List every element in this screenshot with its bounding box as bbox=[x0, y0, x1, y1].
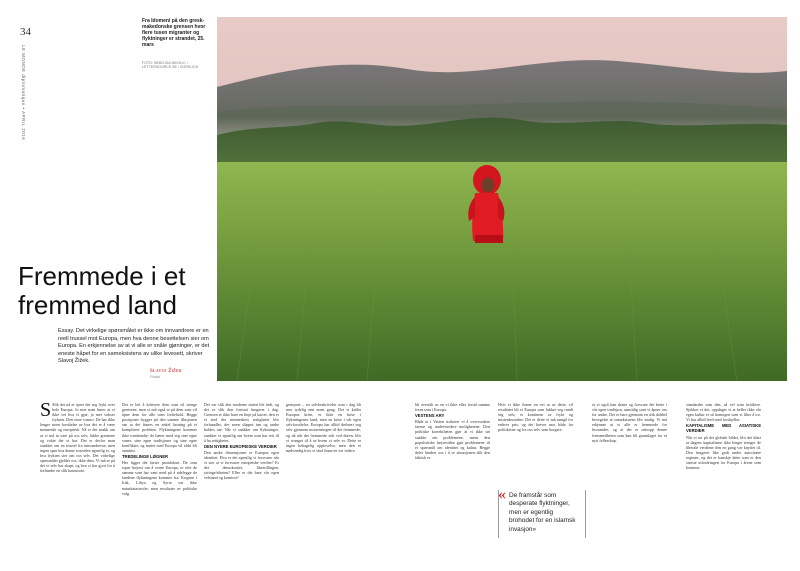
body-text: bli overtalt av en vi ikke eller forstå samme form som i Europa. bbox=[415, 402, 490, 413]
body-column-6 bbox=[498, 402, 573, 486]
page-number: 34 bbox=[20, 26, 31, 38]
body-text: Det er lett å kritisere dem som vil stenge grensene, men vi må også se på dem som vil åpne dem for alle uten forbehold. Begge posisjoner bygger på den samme illusjonen om at det finnes en enkel løsning på et komplisert problem. Flyktningene kommer ikke tomhendte; de bærer med seg sine egne vaner, sine egne tradisjoner og sine egne konflikter, og møtet med Europa vil aldri bli sømløst. bbox=[122, 402, 197, 453]
body-column-3 bbox=[204, 402, 279, 562]
section-subhead: DEN NYERE EUROPEISKE VERDIER bbox=[204, 443, 277, 449]
author-role: Filosof bbox=[150, 375, 161, 379]
body-text: Slik det nå er sprer det seg frykt over hele Europa. Jo mer man hører at vi ikke vet hva vi gjør, jo mer vokser frykten. Den store vantro: De har ikke lenger noen forståelse av hva det er å være menneske og europeisk. Nå er det snakk om at vi må ta vare på oss selv, lukke grensene og vokte det vi har. Det er derfor man snakker om en trussel fra innvandrerne, men ingen spør hva denne trusselen egentlig er, og hva frykten sier om oss selv. Det virkelige spørsmålet gjelder oss, ikke dem. Vi må se på det vi selv har skapt, og hva vi har gjort for å forhindre en slik katastrofe. bbox=[40, 402, 115, 474]
drop-cap: S bbox=[40, 402, 52, 421]
section-subhead: KAPITALISME MED ASIATISKE VERDIER bbox=[686, 423, 761, 434]
body-text: gensynte – en selvbeskrivelse som i dag bli mer tydelig enn noen gang. Det vi kaller Europas krise, er ikke en krise i flyktningenes land, men en krise i vår egen selvforståelse. Europa har alltid definert seg selv gjennom motsetningen til det fremmede, og nå når det fremmede står ved døren, blir vi tvunget til å se hvem vi selv er. Dette er ingen behagelig opplevelse, men den er nødvendig hvis vi skal finne en vei videre. bbox=[286, 402, 361, 453]
article-title: Fremmede i et fremmed land bbox=[18, 261, 186, 320]
child-figure bbox=[468, 165, 504, 243]
photo-credit: FOTO: NEBOJSA NIKOLIC / LETTERSOURCE.SE / SORELICH bbox=[142, 61, 199, 70]
body-column-1 bbox=[40, 402, 115, 562]
body-column-8 bbox=[686, 402, 761, 562]
hero-photo bbox=[217, 17, 787, 381]
body-text: Når vi ser på det globale bildet, blir det klart at dagens kapitalisme ikke lenger trenger de liberale verdiene den en gang var knyttet til. Den fungerer like godt under autoritære regimer, og det er kanskje dette som er den største utfordringen for Europa i årene som kommer. bbox=[686, 434, 761, 471]
side-label: LE MONDE diplomatique • APRIL 2016 bbox=[21, 45, 26, 141]
section-subhead: TREDELINGE LØGNER bbox=[122, 453, 169, 459]
body-column-2 bbox=[122, 402, 197, 562]
body-text: Det var slik den moderne staten ble født, og det er slik den fortsatt fungerer i dag. Grensen er ikke bare en linje på kartet; den er et sted der menneskers rettigheter blir forhandlet, der noen slippes inn og andre holdes ute. Når vi snakker om flyktninger, snakker vi egentlig om hvem som har rett til å ha rettigheter. bbox=[204, 402, 279, 443]
body-text: standarder som den, så vel som kritikere. Sjekker vi det, oppdager vi at heller ikke vår egen kultur er så homogen som vi liker å tro. Vi har alltid levd med forskjeller. bbox=[686, 402, 761, 423]
body-column-4 bbox=[286, 402, 361, 562]
body-column-7 bbox=[592, 402, 667, 562]
photo-caption: Fra Idomeni på den gresk-makedonske grensen hvor flere tusen migranter og flyktninger er strandet, 25. mars bbox=[142, 18, 206, 48]
quote-mark-icon: « bbox=[498, 486, 506, 503]
body-text: Her ligger det første paradokset. De som roper høyest om å verne Europa, er ofte de samme som har vært med på å ødelegge de landene flyktningene kommer fra. Krigene i Irak, Libya og Syria var ikke naturkatastrofer, men resultater av politiske valg. bbox=[122, 460, 197, 496]
author-name: Slavoj Žižek bbox=[150, 369, 182, 374]
pull-quote bbox=[498, 486, 586, 538]
body-text: Både at i Vesten risikerer vi å overvurdere farene og undervurdere mulighetene. Den politiske korrektheten gjør at vi ikke tør snakke om problemene, mens den populistiske høyresiden gjør problemene til et spørsmål om identitet og kultur. Begge deler hindrer oss i å se situasjonen slik den faktisk er. bbox=[415, 419, 490, 460]
body-text: Den andre dimensjonen er Europas egen identitet. Hva er det egentlig vi forsvarer når vi sier at vi forsvarer europeiske verdier? Er det demokratiet, likestillingen, ytringsfriheten? Eller er det bare vår egen velstand og komfort? bbox=[204, 449, 279, 481]
pull-quote-text: De framstår som desperate flyktninger, men er egentlig brohodet for en islamsk invasjon» bbox=[509, 492, 576, 533]
article-lead: Essay. Det virkelige spørsmålet er ikke om innvandrere er en reell trussel mot Europa, men hva denne besettelsen sier om Europa. En erkjennelse av at vi alle er snåle gjøninger, er det eneste håpet for en sameksistens av ulike levesett, skriver Slavoj Žižek. bbox=[58, 328, 210, 365]
body-text: Hvis vi ikke finner en vei ut av dette, vil resultatet bli et Europa som lukker seg rundt seg selv, et kontinent av frykt og mistenksomhet. Det er dette vi må unngå for enhver pris, og det krever mot både fra politikerne og fra oss selv som borgere. bbox=[498, 402, 573, 433]
section-subhead: VESTENS ARY bbox=[415, 413, 445, 419]
body-text: at vi også kan skatte og forsvare det beste i vår egen tradisjon, samtidig som vi åpner oss for andre. Det er bare gjennom en slik dobbel bevegelse at sameksistens blir mulig. Vi må erkjenne at vi alle er fremmede for hverandre, og at det er nettopp denne fremmedheten som kan bli grunnlaget for et nytt fellesskap. bbox=[592, 402, 667, 443]
body-column-5 bbox=[415, 402, 490, 562]
